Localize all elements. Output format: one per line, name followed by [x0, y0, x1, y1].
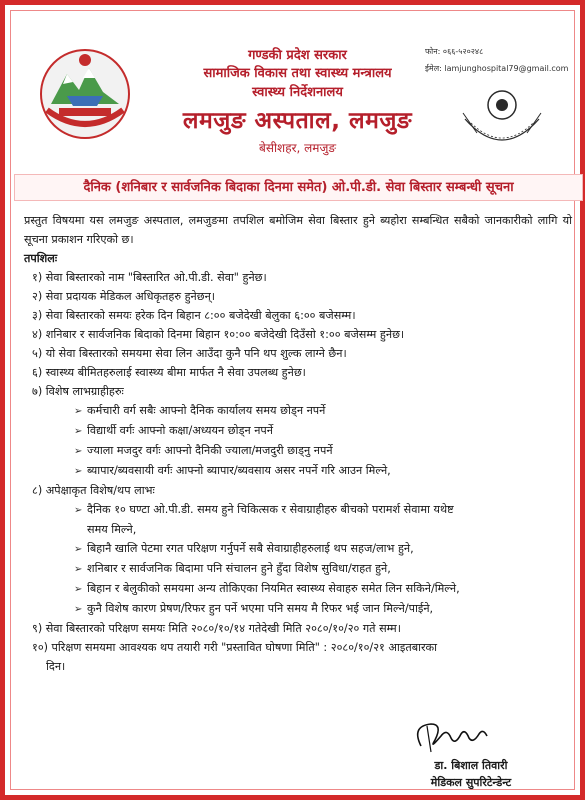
benefit-text: कुनै विशेष कारण प्रेषण/रिफर हुन पर्ने भएमा पनि समय मै रिफर भई जान मिल्ने/पाईने, [87, 602, 434, 615]
beneficiary-text: कर्मचारी वर्ग सबैः आफ्नो दैनिक कार्यालय समय छोड्न नपर्ने [87, 404, 326, 417]
intro-paragraph: प्रस्तुत विषयमा यस लमजुङ अस्पताल, लमजुङमा तपशिल बमोजिम सेवा बिस्तार हुने ब्यहोरा सम्बन्धित सबैको जानकारीको लागि यो सूचना प्रकाशन गरिएको छ। [24, 214, 572, 246]
directorate-name: स्वास्थ्य निर्देशनालय [252, 85, 343, 100]
arrow-bullet-icon: ➢ [74, 544, 83, 555]
benefit-text: दैनिक १० घण्टा ओ.पी.डी. समय हुने चिकित्सक र सेवाग्राहीहरु बीचको परामर्श सेवामा यथेष्ट [87, 503, 454, 516]
benefit-item [24, 500, 572, 520]
signature-icon [391, 716, 561, 756]
ministry-name: सामाजिक विकास तथा स्वास्थ्य मन्त्रालय [203, 66, 392, 81]
beneficiary-item [24, 401, 572, 421]
benefit-item [24, 539, 572, 559]
list-item: ५) यो सेवा बिस्तारको समयमा सेवा लिन आउँदा कुनै पनि थप शुल्क लाग्ने छैन। [32, 347, 347, 360]
benefit-item [24, 579, 572, 599]
list-item: १०) परिक्षण समयमा आवश्यक थप तयारी गरी "प्रस्तावित घोषणा मिति" : २०८०/१०/२१ आइतबारका [32, 641, 438, 654]
letterhead [11, 11, 584, 161]
beneficiary-item [24, 461, 572, 481]
arrow-bullet-icon: ➢ [74, 466, 83, 477]
arrow-bullet-icon: ➢ [74, 564, 83, 575]
list-item: ८) अपेक्षाकृत विशेष/थप लाभः [32, 484, 155, 497]
phone-number: फोन: ०६६-५२०२४८ [425, 47, 484, 56]
list-item: ४) शनिबार र सार्वजनिक बिदाको दिनमा बिहान १०:०० बजेदेखी दिउँसो १:०० बजेसम्म हुनेछ। [32, 328, 405, 341]
notice-title: दैनिक (शनिबार र सार्वजनिक बिदाका दिनमा समेत) ओ.पी.डी. सेवा बिस्तार सम्बन्धी सूचना [14, 174, 583, 201]
hospital-location: बेसीशहर, लमजुङ [258, 141, 336, 155]
arrow-bullet-icon: ➢ [74, 426, 83, 437]
list-item: ६) स्वास्थ्य बीमितहरुलाई स्वास्थ्य बीमा मार्फत नै सेवा उपलब्ध हुनेछ। [32, 366, 306, 379]
arrow-bullet-icon: ➢ [74, 604, 83, 615]
list-item: ९) सेवा बिस्तारको परिक्षण समयः मिति २०८०/१०/१४ गतेदेखी मिति २०८०/१०/२० गते सम्म। [32, 622, 401, 635]
beneficiary-text: विद्यार्थी वर्गः आफ्नो कक्षा/अध्ययन छोड्न नपर्ने [87, 424, 273, 437]
hospital-name: लमजुङ अस्पताल, लमजुङ [182, 108, 413, 134]
email-address: ईमेल: lamjunghospital79@gmail.com [425, 64, 569, 73]
beneficiary-item [24, 441, 572, 461]
beneficiary-text: ब्यापार/ब्यवसायी वर्गः आफ्नो ब्यापार/ब्यवसाय असर नपर्ने गरि आउन मिल्ने, [87, 464, 391, 477]
benefit-item [24, 559, 572, 579]
benefit-text: शनिबार र सार्वजनिक बिदामा पनि संचालन हुने हुँदा विशेष सुविधा/राहत हुने, [87, 562, 391, 575]
list-item: ७) विशेष लाभग्राहीहरुः [32, 385, 124, 398]
list-item: ३) सेवा बिस्तारको समयः हरेक दिन बिहान ८:०० बजेदेखी बेलुका ६:०० बजेसम्म। [32, 309, 356, 322]
hospital-stamp-icon [457, 83, 547, 155]
benefit-continuation: समय मिल्ने, [87, 523, 137, 536]
benefit-text: बिहानै खालि पेटमा रगत परिक्षण गर्नुपर्ने सबै सेवाग्राहीहरुलाई थप सहज/लाभ हुने, [87, 542, 414, 555]
list-item-continuation: दिन। [46, 660, 66, 673]
arrow-bullet-icon: ➢ [74, 505, 83, 516]
signatory-name: डा. बिशाल तिवारी [434, 759, 508, 772]
benefit-text: बिहान र बेलुकीको समयमा अन्य तोकिएका नियमित स्वास्थ्य सेवाहरु समेत लिन सकिने/मिल्ने, [87, 582, 460, 595]
signatory [371, 757, 571, 791]
tapsil-heading: तपशिलः [24, 252, 58, 265]
benefit-item [24, 599, 572, 619]
government-name: गण्डकी प्रदेश सरकार [248, 48, 347, 63]
notice-body [24, 211, 572, 676]
signatory-designation: मेडिकल सुपरिटेन्डेन्ट [430, 776, 512, 789]
arrow-bullet-icon: ➢ [74, 406, 83, 417]
list-item: १) सेवा बिस्तारको नाम "बिस्तारित ओ.पी.डी. सेवा" हुनेछ। [32, 271, 267, 284]
arrow-bullet-icon: ➢ [74, 584, 83, 595]
list-item: २) सेवा प्रदायक मेडिकल अधिकृतहरु हुनेछन्। [32, 290, 216, 303]
page-inner [10, 10, 575, 790]
beneficiary-text: ज्याला मजदुर वर्गः आफ्नो दैनिकी ज्याला/मजदुरी छाड्नु नपर्ने [87, 444, 333, 457]
beneficiary-item [24, 421, 572, 441]
arrow-bullet-icon: ➢ [74, 446, 83, 457]
